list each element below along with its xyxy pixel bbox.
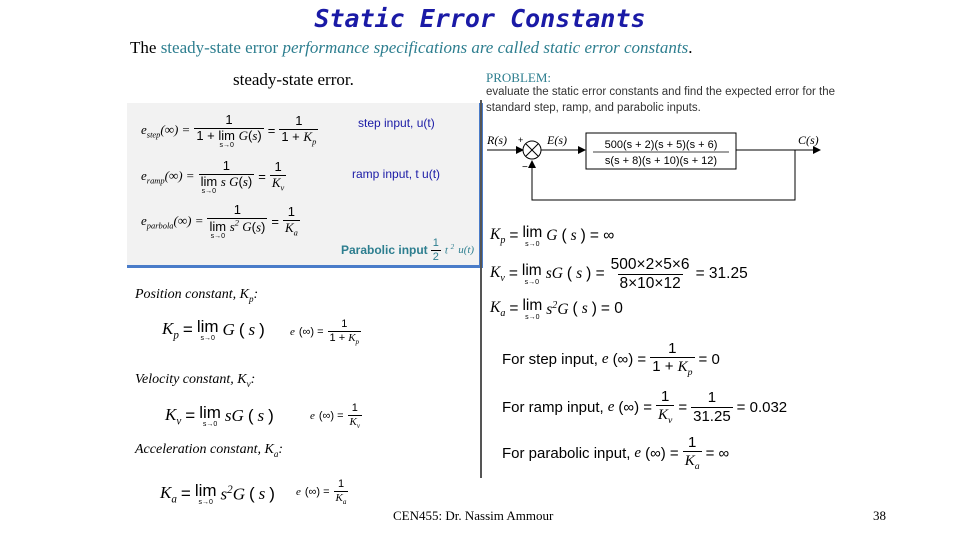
problem-description: evaluate the static error constants and find the expected error for the standard step, ramp, and parabolic inputs. — [486, 86, 836, 115]
kp-result: $K_p$ = lim s→0 G ( s ) = ∞ — [490, 224, 615, 248]
ramp-error-equation: $e_{ramp}(\infty)$ = 1 lim s→0 s G(s) = $\frac{1}{K_v}$ — [141, 158, 285, 195]
vertical-divider — [480, 100, 482, 478]
kp-error: e (∞) = $\frac{1}{1 + K_p}$ — [290, 318, 360, 346]
page-number: 38 — [873, 508, 886, 523]
steady-state-error-box — [127, 103, 483, 268]
plus-sign: + — [518, 135, 524, 145]
step-error-equation: $e_{step}(\infty)$ = 1 1 + lim s→0 G(s) = $\frac{1}{1 + K_p}$ — [141, 112, 317, 149]
kv-definition: $K_v$ = lim s→0 sG ( s ) — [165, 403, 274, 428]
block-diagram — [485, 130, 830, 205]
intro-text: The steady-state error performance specifications are called static error constants. — [130, 38, 693, 57]
ka-result: $K_a$ = lim s→0 $s^2G$ ( s ) = 0 — [490, 297, 623, 321]
ka-error: e (∞) = $\frac{1}{K_a}$ — [296, 478, 347, 506]
plant-numerator: 500(s + 2)(s + 5)(s + 6) — [604, 139, 718, 151]
problem-label: PROBLEM: — [486, 70, 552, 85]
page-title: Static Error Constants — [314, 4, 646, 33]
kv-error: e (∞) = $\frac{1}{K_v}$ — [310, 402, 361, 430]
parabolic-input-expression: $\frac{1}{2}$ t $^2$ u(t) — [432, 237, 475, 263]
kv-result: $K_v$ = lim s→0 sG ( s ) = $\frac{500\times 2\times 5\times 6}{8\times 10\times 12}$ = 31.25 — [490, 256, 748, 292]
acceleration-constant-label: Acceleration constant, $K_a$: — [135, 442, 284, 459]
parabolic-error-result: For parabolic input, e (∞) = $\frac{1}{K_a}$ = ∞ — [502, 434, 730, 473]
ka-definition: $K_a$ = lim s→0 $s^2G$ ( s ) — [160, 481, 275, 506]
footer-author: CEN455: Dr. Nassim Ammour — [393, 508, 554, 523]
error-signal-label: E(s) — [547, 133, 567, 147]
parabolic-input-label: Parabolic input $\frac{1}{2}$ t $^2$ u(t) — [341, 237, 475, 263]
input-signal-label: R(s) — [487, 133, 507, 147]
minus-sign: − — [522, 162, 528, 173]
output-signal-label: C(s) — [798, 133, 819, 147]
parabolic-error-equation: $e_{parbola}(\infty)$ = 1 lim s→0 $s^2$ G(s) = $\frac{1}{K_a}$ — [141, 202, 298, 241]
position-constant-label: Position constant, $K_p$: — [135, 287, 259, 304]
plant-denominator: s(s + 8)(s + 10)(s + 12) — [604, 155, 718, 167]
subheading: steady-state error. — [233, 70, 354, 89]
ramp-error-result: For ramp input, e (∞) = $\frac{1}{K_v}$ = $\frac{1}{31.25}$ = 0.032 — [502, 388, 788, 427]
kp-definition: $K_p$ = lim s→0 G ( s ) — [162, 317, 265, 342]
step-error-result: For step input, e (∞) = $\frac{1}{1 + K_p}$ = 0 — [502, 340, 720, 379]
step-input-label: step input, u(t) — [358, 116, 435, 130]
velocity-constant-label: Velocity constant, $K_v$: — [135, 372, 256, 389]
ramp-input-label: ramp input, t u(t) — [352, 167, 441, 181]
